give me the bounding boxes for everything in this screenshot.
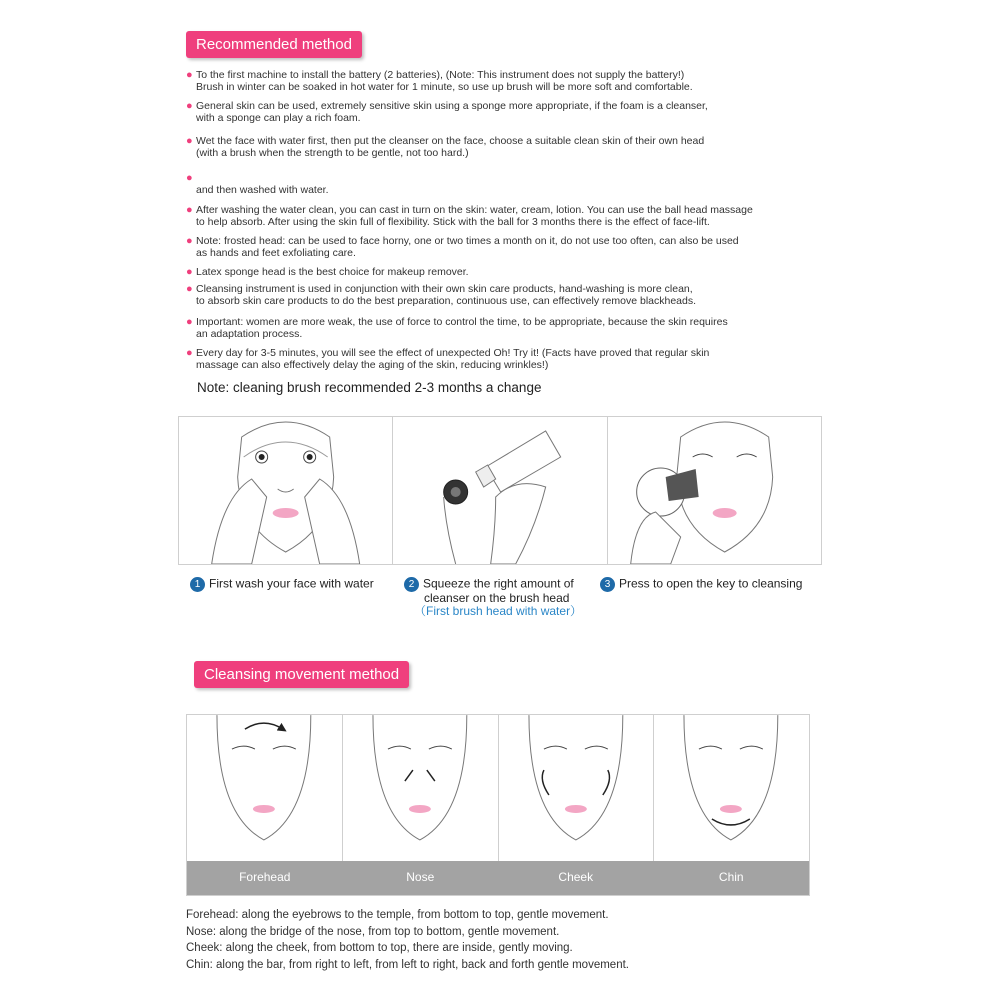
- list-item: ● and then washed with water.: [186, 172, 329, 196]
- list-item: ● To the first machine to install the battery (2 batteries), (Note: This instrument does not supply the battery!) Brush in winter can be soaked in hot water for 1 minute, so use up brush will be more soft and comfortable.: [186, 69, 693, 93]
- list-item: ● Latex sponge head is the best choice for makeup remover.: [186, 266, 469, 278]
- movement-label-nose: Nose: [406, 870, 435, 884]
- movement-descriptions: [186, 907, 629, 973]
- steps-illustration-row: [178, 416, 822, 565]
- step1-illustration: [179, 417, 393, 564]
- step-number-icon: 2: [404, 577, 419, 592]
- step-1: 1 First wash your face with water: [190, 577, 374, 592]
- step3-illustration: [608, 417, 821, 564]
- step-number-icon: 1: [190, 577, 205, 592]
- bullet-dot-icon: ●: [186, 316, 193, 328]
- bullet-dot-icon: ●: [186, 135, 193, 147]
- step-number-icon: 3: [600, 577, 615, 592]
- list-item: ● Wet the face with water first, then put the cleanser on the face, choose a suitable clean skin of their own head (with a brush when the strength to be gentle, not too hard.): [186, 135, 705, 159]
- bullet-dot-icon: ●: [186, 204, 193, 216]
- nose-movement-illustration: [343, 715, 498, 861]
- movement-diagram: [186, 714, 810, 896]
- list-item: ● Cleansing instrument is used in conjunction with their own skin care products, hand-washing is more clean, to absorb skin care products to do the best preparation, continuous use, can effectively remove blackheads.: [186, 283, 697, 307]
- cheek-movement-illustration: [499, 715, 654, 861]
- forehead-face: [187, 715, 343, 861]
- nose-face: [343, 715, 499, 861]
- cheek-description: Cheek: along the cheek, from bottom to top, there are inside, gently moving.: [186, 942, 573, 954]
- forehead-description: Forehead: along the eyebrows to the temple, from bottom to top, gentle movement.: [186, 909, 609, 921]
- movement-label-forehead: Forehead: [239, 870, 291, 884]
- list-item: ● After washing the water clean, you can cast in turn on the skin: water, cream, lotion. You can use the ball head massage to help absorb. After using the skin full of flexibility. Stick with the ball for 3 months there is the effect of face-lift.: [186, 204, 753, 228]
- bullet-dot-icon: ●: [186, 100, 193, 112]
- bullet-dot-icon: ●: [186, 235, 193, 247]
- bullet-dot-icon: ●: [186, 283, 193, 295]
- chin-face: [654, 715, 809, 861]
- nose-description: Nose: along the bridge of the nose, from top to bottom, gentle movement.: [186, 925, 560, 938]
- forehead-movement-illustration: [187, 715, 342, 861]
- list-item: ● Every day for 3-5 minutes, you will see the effect of unexpected Oh! Try it! (Facts have proved that regular skin massage can also effectively delay the aging of the skin, reducing wrinkles!): [186, 347, 710, 371]
- bullet-dot-icon: ●: [186, 347, 193, 359]
- list-item: ● Important: women are more weak, the use of force to control the time, to be appropriate, because the skin requires an adaptation process.: [186, 316, 728, 340]
- chin-movement-illustration: [654, 715, 809, 861]
- step-3: 3 Press to open the key to cleansing: [600, 577, 802, 592]
- step-2: 2 Squeeze the right amount of cleanser on the brush head （First brush head with water）: [404, 577, 582, 618]
- cleansing-movement-badge: Cleansing movement method: [194, 661, 409, 688]
- chin-description: Chin: along the bar, from right to left, from left to right, back and forth gentle movement.: [186, 958, 629, 971]
- list-item: ● Note: frosted head: can be used to face horny, one or two times a month on it, do not use too often, can also be used as hands and feet exfoliating care.: [186, 235, 739, 259]
- brush-cleansing-illustration: [608, 417, 821, 564]
- cleanser-tube-illustration: [393, 417, 606, 564]
- movement-label-cheek: Cheek: [558, 870, 594, 884]
- bullet-dot-icon: ●: [186, 266, 193, 278]
- cheek-face: [499, 715, 655, 861]
- bullet-dot-icon: ●: [186, 172, 193, 184]
- recommended-method-badge: Recommended method: [186, 31, 362, 58]
- bullet-dot-icon: ●: [186, 69, 193, 81]
- step2-illustration: [393, 417, 607, 564]
- face-washing-illustration: [179, 417, 392, 564]
- list-item: ● General skin can be used, extremely sensitive skin using a sponge more appropriate, if the foam is a cleanser, with a sponge can play a rich foam.: [186, 100, 708, 124]
- movement-label-chin: Chin: [718, 870, 744, 884]
- brush-change-note: Note: cleaning brush recommended 2-3 months a change: [197, 380, 542, 395]
